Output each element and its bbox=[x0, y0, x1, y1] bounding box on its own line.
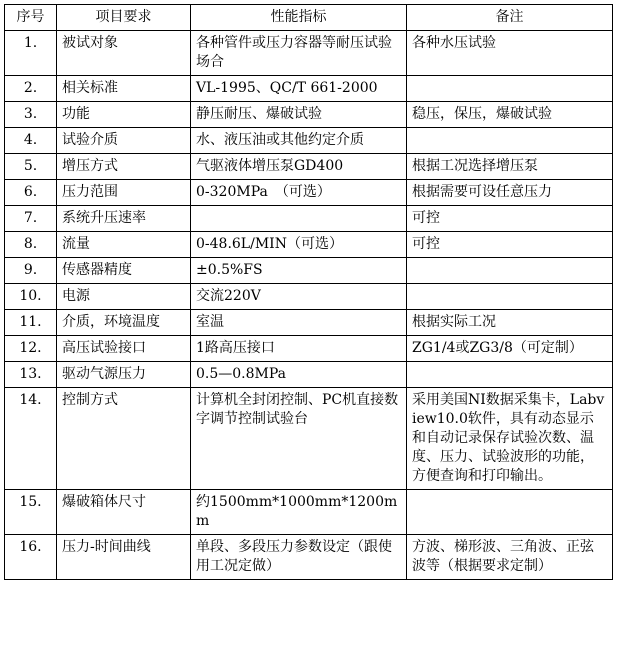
cell-spec: ±0.5%FS bbox=[191, 258, 407, 284]
table-row bbox=[5, 336, 613, 362]
cell-note: 根据工况选择增压泵 bbox=[407, 154, 613, 180]
cell-note: 可控 bbox=[407, 206, 613, 232]
table-row bbox=[5, 388, 613, 490]
cell-note: 根据需要可设任意压力 bbox=[407, 180, 613, 206]
cell-no: 9. bbox=[5, 258, 57, 284]
cell-note: 采用美国NI数据采集卡，Labview10.0软件，具有动态显示和自动记录保存试验次数、温度、压力、试验波形的功能，方便查询和打印输出。 bbox=[407, 388, 613, 490]
header-note: 备注 bbox=[407, 5, 613, 31]
cell-item: 电源 bbox=[57, 284, 191, 310]
table-row bbox=[5, 76, 613, 102]
cell-note: 根据实际工况 bbox=[407, 310, 613, 336]
cell-spec: 气驱液体增压泵GD400 bbox=[191, 154, 407, 180]
cell-item: 相关标准 bbox=[57, 76, 191, 102]
cell-item: 增压方式 bbox=[57, 154, 191, 180]
table-row bbox=[5, 31, 613, 76]
table-row bbox=[5, 284, 613, 310]
cell-spec bbox=[191, 206, 407, 232]
cell-spec: 单段、多段压力参数设定（跟使用工况定做） bbox=[191, 535, 407, 580]
cell-no: 5. bbox=[5, 154, 57, 180]
cell-item: 功能 bbox=[57, 102, 191, 128]
cell-spec: 水、液压油或其他约定介质 bbox=[191, 128, 407, 154]
cell-note: 方波、梯形波、三角波、正弦波等（根据要求定制） bbox=[407, 535, 613, 580]
cell-no: 12. bbox=[5, 336, 57, 362]
cell-item: 被试对象 bbox=[57, 31, 191, 76]
cell-no: 13. bbox=[5, 362, 57, 388]
table-row bbox=[5, 154, 613, 180]
cell-spec: 1路高压接口 bbox=[191, 336, 407, 362]
table-row bbox=[5, 232, 613, 258]
cell-no: 15. bbox=[5, 490, 57, 535]
cell-no: 10. bbox=[5, 284, 57, 310]
table-row bbox=[5, 102, 613, 128]
cell-note bbox=[407, 362, 613, 388]
cell-spec: 计算机全封闭控制、PC机直接数字调节控制试验台 bbox=[191, 388, 407, 490]
cell-note bbox=[407, 490, 613, 535]
table-row bbox=[5, 128, 613, 154]
cell-spec: 0.5—0.8MPa bbox=[191, 362, 407, 388]
table-row bbox=[5, 310, 613, 336]
cell-no: 14. bbox=[5, 388, 57, 490]
cell-item: 压力-时间曲线 bbox=[57, 535, 191, 580]
cell-note bbox=[407, 128, 613, 154]
cell-no: 2. bbox=[5, 76, 57, 102]
cell-note bbox=[407, 284, 613, 310]
cell-item: 试验介质 bbox=[57, 128, 191, 154]
header-row bbox=[5, 5, 613, 31]
cell-note: 可控 bbox=[407, 232, 613, 258]
table-row bbox=[5, 206, 613, 232]
header-no: 序号 bbox=[5, 5, 57, 31]
cell-note: 稳压，保压，爆破试验 bbox=[407, 102, 613, 128]
cell-no: 8. bbox=[5, 232, 57, 258]
cell-spec: 约1500mm*1000mm*1200mm bbox=[191, 490, 407, 535]
cell-item: 流量 bbox=[57, 232, 191, 258]
cell-spec: 0-48.6L/MIN（可选） bbox=[191, 232, 407, 258]
cell-spec: 室温 bbox=[191, 310, 407, 336]
cell-item: 压力范围 bbox=[57, 180, 191, 206]
cell-no: 7. bbox=[5, 206, 57, 232]
header-item: 项目要求 bbox=[57, 5, 191, 31]
cell-note bbox=[407, 258, 613, 284]
cell-item: 系统升压速率 bbox=[57, 206, 191, 232]
cell-no: 3. bbox=[5, 102, 57, 128]
cell-note: ZG1/4或ZG3/8（可定制） bbox=[407, 336, 613, 362]
cell-no: 6. bbox=[5, 180, 57, 206]
table-row bbox=[5, 362, 613, 388]
table-row bbox=[5, 490, 613, 535]
cell-spec: 静压耐压、爆破试验 bbox=[191, 102, 407, 128]
cell-no: 16. bbox=[5, 535, 57, 580]
cell-spec: 各种管件或压力容器等耐压试验场合 bbox=[191, 31, 407, 76]
table-row bbox=[5, 535, 613, 580]
header-spec: 性能指标 bbox=[191, 5, 407, 31]
cell-item: 驱动气源压力 bbox=[57, 362, 191, 388]
cell-no: 4. bbox=[5, 128, 57, 154]
cell-item: 高压试验接口 bbox=[57, 336, 191, 362]
cell-item: 传感器精度 bbox=[57, 258, 191, 284]
cell-spec: VL-1995、QC/T 661-2000 bbox=[191, 76, 407, 102]
spec-table bbox=[4, 4, 613, 580]
cell-item: 控制方式 bbox=[57, 388, 191, 490]
cell-note bbox=[407, 76, 613, 102]
cell-item: 介质，环境温度 bbox=[57, 310, 191, 336]
table-row bbox=[5, 180, 613, 206]
cell-note: 各种水压试验 bbox=[407, 31, 613, 76]
cell-spec: 0-320MPa （可选） bbox=[191, 180, 407, 206]
cell-no: 11. bbox=[5, 310, 57, 336]
cell-spec: 交流220V bbox=[191, 284, 407, 310]
cell-item: 爆破箱体尺寸 bbox=[57, 490, 191, 535]
cell-no: 1. bbox=[5, 31, 57, 76]
table-row bbox=[5, 258, 613, 284]
